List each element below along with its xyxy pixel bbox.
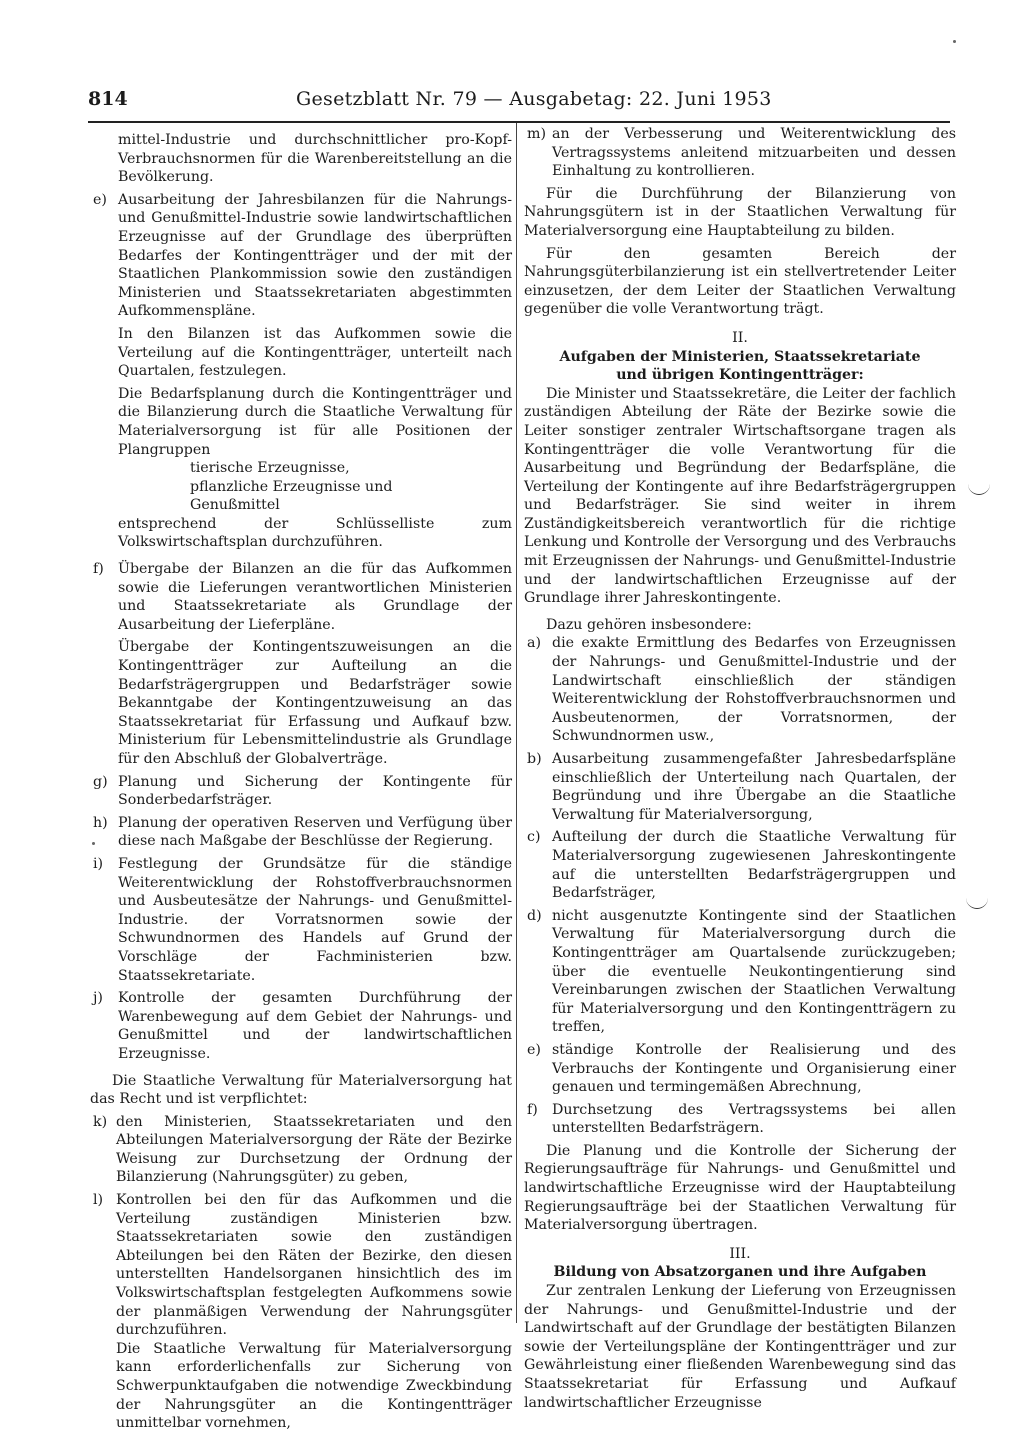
column-divider [516, 123, 517, 1323]
section-title: Bildung von Absatzorganen und ihre Aufgaben [553, 1264, 927, 1281]
item-text: Festlegung der Grundsätze für die ständige Weiterentwicklung der Rohstoffverbrauchsnormen und Ausbeutesätze der Nahrungs- und Genußmittel-Industrie. der Vorratsnormen sowie der Schwundnormen des Handels auf Grund der Vorschläge der Fachministerien bzw. Staatssekretariate. [118, 855, 512, 984]
item-paragraph: Die Bedarfsplanung durch die Kontingentträger und die Bilanzierung durch die Staatliche Verwaltung für Materialversorgung ist für alle Positionen der Plangruppen [118, 385, 512, 458]
item-label: f) [527, 1101, 538, 1118]
section-number: II. [732, 329, 748, 346]
item-label: i) [93, 855, 104, 872]
list-item-f [90, 560, 512, 769]
item-label: a) [527, 635, 541, 652]
item-text: Ausarbeitung zusammengefaßter Jahresbedarfspläne einschließlich der Unterteilung nach Quartalen, der Begründung und ihre Übergabe an die Staatliche Verwaltung für Materialversorgung, [552, 751, 956, 823]
list-item-d [524, 907, 956, 1037]
print-speck [953, 40, 956, 43]
item-text: an der Verbesserung und Weiterentwicklung des Vertragssystems anleitend mitzuarbeiten und dessen Einhaltung zu kontrollieren. [552, 126, 956, 180]
paragraph: Für die Durchführung der Bilanzierung von Nahrungsgütern ist in der Staatlichen Verwaltung für Materialversorgung eine Hauptabteilung zu bilden. [524, 185, 956, 239]
item-text: Planung und Sicherung der Kontingente für Sonderbedarfsträger. [118, 773, 512, 809]
item-text: nicht ausgenutzte Kontingente sind der Staatlichen Verwaltung für Materialversorgung durch die Kontingentträger am Quartalsende zurückzugeben; über die eventuelle Neukontingentierung sind Vereinbarungen zwischen der Staatlichen Verwaltung für Materialversorgung und den Kontingentträgern zu treffen, [552, 907, 956, 1036]
item-label: d) [527, 907, 542, 924]
list-item-e [524, 1041, 956, 1097]
item-paragraph: entsprechend der Schlüsselliste zum Volkswirtschaftsplan durchzuführen. [118, 515, 512, 551]
gazette-title: Gesetzblatt Nr. 79 — Ausgabetag: 22. Juni 1953 [296, 88, 772, 110]
plan-group: pflanzliche Erzeugnisse und [190, 478, 393, 495]
item-text: ständige Kontrolle der Realisierung und des Verbrauchs der Kontingente und Organisierung einer genauen und termingemäßen Abrechnung, [552, 1041, 956, 1096]
header-rule [88, 121, 950, 123]
list-item-m [524, 125, 956, 181]
item-text: den Ministerien, Staatssekretariaten und den Abteilungen Materialversorgung der Räte der Bezirke Weisung zur Durchsetzung der Ordnung der Bilanzierung (Nahrungsgüter) zu geben, [116, 1113, 512, 1186]
list-item-l [90, 1191, 512, 1433]
paragraph: Für den gesamten Bereich der Nahrungsgüterbilanzierung ist ein stellvertretender Leiter einzusetzen, der dem Leiter der Staatlichen Verwaltung gegenüber die volle Verantwortung trägt. [524, 245, 956, 318]
item-label: j) [93, 990, 103, 1007]
item-paragraph: In den Bilanzen ist das Aufkommen sowie die Verteilung auf die Kontingentträger, unterteilt nach Quartalen, festzulegen. [118, 325, 512, 380]
print-speck [92, 842, 95, 845]
intro-paragraph: Die Staatliche Verwaltung für Materialversorgung hat das Recht und ist verpflichtet: [90, 1072, 512, 1108]
item-label: e) [527, 1041, 541, 1058]
right-column [524, 125, 956, 1412]
item-label: g) [93, 773, 108, 790]
item-paragraph: Die Staatliche Verwaltung für Materialversorgung kann erforderlichenfalls zur Sicherung von Schwerpunktaufgaben die notwendige Zweckbindung der Nahrungsgüter an die Kontingentträger unmittelbar vornehmen, [116, 1340, 512, 1432]
section-title: Aufgaben der Ministerien, Staatssekretariate [559, 348, 921, 365]
item-label: f) [93, 561, 104, 578]
item-label: k) [93, 1113, 108, 1130]
item-label: b) [527, 751, 542, 767]
list-item-k [90, 1113, 512, 1187]
item-text: Durchsetzung des Vertragssystems bei allen unterstellten Bedarfsträgern. [552, 1101, 956, 1137]
section-number: III. [729, 1245, 751, 1262]
page-number: 814 [88, 88, 128, 110]
section-title: und übrigen Kontingentträger: [616, 367, 864, 384]
paragraph: Zur zentralen Lenkung der Lieferung von Erzeugnissen der Nahrungs- und Genußmittel-Industrie und der Landwirtschaft auf der Grundlage der bestätigten Bilanzen sowie der Verteilungspläne der Kontingentträger und zur Gewährleistung einer fließenden Warenbewegung sind das Staatssekretariat für Erfassung und Aufkauf landwirtschaftlicher Erzeugnisse [524, 1283, 956, 1411]
paragraph: Die Minister und Staatssekretäre, die Leiter der fachlich zuständigen Abteilung der Räte der Bezirke sowie die Leiter sonstiger zentraler Wirtschaftsorgane tragen als Kontingentträger die volle Verantwortung für die Ausarbeitung und Begründung der Bedarfspläne, die Verteilung der Kontingente auf ihre Bedarfsträgergruppen und Bedarfsträger. Sie sind weiter in ihrem Zuständigkeitsbereich verantwortlich für die richtige Lenkung und Kontrolle der Versorgung und des Verbrauchs mit Erzeugnissen der Nahrungs- und Genußmittel-Industrie und der landwirtschaftlichen Erzeugnisse auf der Grundlage ihrer Jahreskontingente. [524, 385, 956, 607]
item-paragraph: Übergabe der Kontingentszuweisungen an die Kontingentträger zur Aufteilung an die Bedarfsträgergruppen und Bedarfsträger sowie Bekanntgabe der Kontingentzuweisung an das Staatssekretariat für Erfassung und Aufkauf bzw. Ministerium für Lebensmittelindustrie als Grundlage für den Abschluß der Globalverträge. [118, 639, 512, 767]
list-intro: Dazu gehören insbesondere: [546, 616, 752, 633]
continued-text: mittel-Industrie und durchschnittlicher pro-Kopf-Verbrauchsnormen für die Warenbereitstellung an die Bevölkerung. [118, 132, 512, 186]
list-item-f [524, 1101, 956, 1138]
plan-group: tierische Erzeugnisse, [190, 460, 350, 477]
item-text: Kontrolle der gesamten Durchführung der Warenbewegung auf dem Gebiet der Nahrungs- und Genußmittel und der landwirtschaftlichen Erzeugnisse. [118, 990, 512, 1062]
item-text: Ausarbeitung der Jahresbilanzen für die Nahrungs- und Genußmittel-Industrie sowie landwirtschaftlichen Erzeugnisse auf der Grundlage des überprüften Bedarfes der Kontingentträger und der mit der Staatlichen Plankommission sowie den zuständigen Ministerien und Staatssekretariaten abgestimmten Aufkommenspläne. [118, 191, 512, 320]
list-item-h [90, 814, 512, 851]
plan-group: Genußmittel [190, 497, 280, 514]
item-label: l) [93, 1192, 104, 1209]
item-text: Planung der operativen Reserven und Verfügung über diese nach Maßgabe der Beschlüsse der Regierung. [118, 814, 512, 850]
margin-mark [968, 484, 990, 495]
item-text: Kontrollen bei den für das Aufkommen und die Verteilung zuständigen Ministerien bzw. Staatssekretariaten sowie den zuständigen Abteilungen bei den Räten der Bezirke, den diesen unterstellten Handelsorganen hinsichtlich des im Volkswirtschaftsplan festgelegten Aufkommens sowie der planmäßigen Verwendung der Nahrungsgüter durchzuführen. [116, 1192, 512, 1339]
item-label: m) [527, 126, 546, 142]
list-item-j [90, 989, 512, 1063]
item-label: e) [93, 191, 107, 208]
list-item-c [524, 828, 956, 902]
item-text: Übergabe der Bilanzen an die für das Aufkommen sowie die Lieferungen verantwortlichen Ministerien und Staatssekretariate als Grundlage der Ausarbeitung der Lieferpläne. [118, 561, 512, 633]
paragraph: Die Planung und die Kontrolle der Sicherung der Regierungsaufträge für Nahrungs- und Genußmittel und landwirtschaftliche Erzeugnisse wird der Hauptabteilung Regierungsaufträge bei der Staatlichen Verwaltung für Materialversorgung übertragen. [524, 1142, 956, 1234]
item-text: Aufteilung der durch die Staatliche Verwaltung für Materialversorgung zugewiesenen Jahreskontingente auf die unterstellten Bedarfsträgergruppen und Bedarfsträger, [552, 829, 956, 902]
margin-mark [966, 898, 988, 909]
list-item-g [90, 773, 512, 810]
item-label: c) [527, 829, 541, 846]
left-column [90, 131, 512, 1433]
item-text: die exakte Ermittlung des Bedarfes von Erzeugnissen der Nahrungs- und Genußmittel-Industrie und der Landwirtschaft einschließlich der ständigen Weiterentwicklung der Rohstoffverbrauchsnormen und Ausbeutenormen, der Vorratsnormen, der Schwundnormen usw., [552, 635, 956, 745]
list-item-e [90, 191, 512, 552]
list-item-a [524, 634, 956, 746]
item-label: h) [93, 814, 108, 831]
list-item-b [524, 750, 956, 824]
page-header [88, 88, 928, 118]
list-item-i [90, 855, 512, 985]
